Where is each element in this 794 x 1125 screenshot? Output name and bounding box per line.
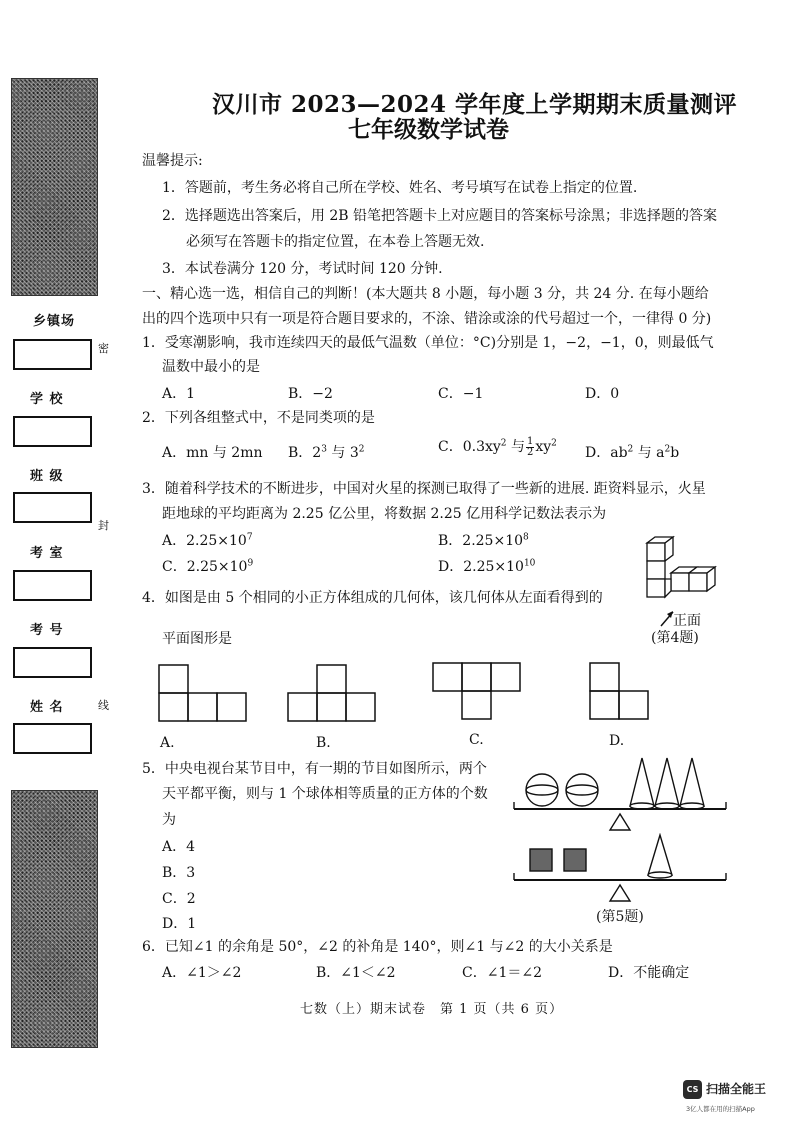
q3-option-c: C．$2.25\times 10^9$ <box>162 558 254 575</box>
q4-front-label: 正面 <box>673 613 701 629</box>
q3-stem-line1: 3．随着科学技术的不断进步，中国对火星的探测已取得了一些新的进展. 距资料显示，火星 <box>142 481 706 497</box>
side-label-class: 班 级 <box>30 469 64 484</box>
q3-option-d: D．$2.25\times 10^{10}$ <box>438 558 536 575</box>
exam-title: 汉川市 2023—2024 学年度上学期期末质量测评 <box>212 91 738 118</box>
q4-option-a: A. <box>160 735 175 751</box>
q5-balance-top <box>510 752 730 832</box>
binding-hatch-top <box>11 78 98 296</box>
seal-char-feng: 封 <box>98 519 109 532</box>
q2-option-a: A．mn 与 2mn <box>162 445 263 461</box>
q2-option-d: D．$ab^2$ 与 $a^2b$ <box>585 444 680 461</box>
q3-option-a: A．$2.25\times 10^7$ <box>162 532 253 549</box>
q5-option-a: A．4 <box>162 839 196 855</box>
name-field[interactable] <box>13 723 92 754</box>
q4-option-d: D. <box>609 733 625 749</box>
q1-stem-line1: 1．受寒潮影响，我市连续四天的最低气温数（单位：°C)分别是 1，−2，−1，0，则最低气 <box>142 335 714 351</box>
q2-option-b: B．$2^3$ 与 $3^2$ <box>288 444 365 461</box>
fraction-one-half: $\frac{1}{2}$ <box>526 435 534 458</box>
watermark-name: 扫描全能王 <box>706 1082 767 1096</box>
q4-stem-line2: 平面图形是 <box>162 631 232 647</box>
q6-option-b: B．∠1＜∠2 <box>316 965 396 981</box>
room-field[interactable] <box>13 570 92 601</box>
q6-option-c: C．∠1＝∠2 <box>462 965 542 981</box>
section1-line2: 出的四个选项中只有一项是符合题目要求的，不涂、错涂或涂的代号超过一个，一律得 0 分) <box>142 311 712 327</box>
seal-char-xian: 线 <box>98 699 109 712</box>
watermark-subtitle: 3亿人都在用的扫描App <box>686 1105 755 1113</box>
side-label-number: 考 号 <box>30 623 64 638</box>
q5-option-b: B．3 <box>162 865 196 881</box>
q6-option-d: D．不能确定 <box>608 965 690 981</box>
notice-item-2: 2．选择题选出答案后，用 2B 铅笔把答题卡上对应题目的答案标号涂黑；非选择题的答案 <box>162 208 718 224</box>
notice-item-2-cont: 必须写在答题卡的指定位置，在本卷上答题无效. <box>186 234 485 250</box>
q2-stem: 2．下列各组整式中，不是同类项的是 <box>142 410 375 426</box>
q4-caption: (第4题) <box>651 630 699 646</box>
q5-option-d: D．1 <box>162 916 197 932</box>
q3-option-b: B．$2.25\times 10^8$ <box>438 532 529 549</box>
town-field[interactable] <box>13 339 92 370</box>
exam-number-field[interactable] <box>13 647 92 678</box>
q1-option-a: A．1 <box>162 386 196 402</box>
notice-item-3: 3．本试卷满分 120 分，考试时间 120 分钟. <box>162 261 443 277</box>
q4-solid-figure <box>635 535 725 610</box>
side-label-school: 学 校 <box>30 392 64 407</box>
q1-option-d: D．0 <box>585 386 620 402</box>
q1-option-b: B．−2 <box>288 386 333 402</box>
q6-option-a: A．∠1＞∠2 <box>162 965 242 981</box>
side-label-room: 考 室 <box>30 546 64 561</box>
q5-balance-bottom <box>510 833 730 903</box>
q6-stem: 6．已知∠1 的余角是 50°，∠2 的补角是 140°，则∠1 与∠2 的大小关系是 <box>142 939 613 955</box>
notice-heading: 温馨提示: <box>142 153 203 169</box>
q5-option-c: C．2 <box>162 891 196 907</box>
q5-stem-line2: 天平都平衡，则与 1 个球体相等质量的正方体的个数 <box>162 786 488 802</box>
side-label-town: 乡镇场 <box>33 314 76 329</box>
q4-option-a-figure <box>158 664 248 724</box>
q4-option-c: C. <box>469 732 484 748</box>
side-label-name: 姓 名 <box>30 700 64 715</box>
exam-subtitle: 七年级数学试卷 <box>348 116 509 143</box>
q4-option-c-figure <box>432 662 524 722</box>
section1-line1: 一、精心选一选，相信自己的判断！(本大题共 8 小题，每小题 3 分，共 24 分. 在每小题给 <box>142 286 709 302</box>
seal-char-mi: 密 <box>98 342 109 355</box>
q5-stem-line1: 5．中央电视台某节目中，有一期的节目如图所示，两个 <box>142 761 487 777</box>
camscanner-logo-icon: CS <box>683 1080 702 1099</box>
q4-option-b: B. <box>316 735 331 751</box>
q4-option-d-figure <box>589 662 651 722</box>
notice-item-1: 1．答题前，考生务必将自己所在学校、姓名、考号填写在试卷上指定的位置. <box>162 180 638 196</box>
binding-hatch-bottom <box>11 790 98 1048</box>
q5-stem-line3: 为 <box>162 812 176 828</box>
q1-stem-line2: 温数中最小的是 <box>162 359 260 375</box>
q4-option-b-figure <box>287 664 377 724</box>
q5-caption: (第5题) <box>596 909 644 925</box>
q4-stem-line1: 4．如图是由 5 个相同的小正方体组成的几何体，该几何体从左面看得到的 <box>142 590 603 606</box>
q2-option-c: C．$0.3xy^2$ 与 $\frac{1}{2}$ $xy^2$ <box>438 435 557 458</box>
school-field[interactable] <box>13 416 92 447</box>
q1-option-c: C．−1 <box>438 386 484 402</box>
class-field[interactable] <box>13 492 92 523</box>
page-footer: 七数（上）期末试卷 第 1 页（共 6 页） <box>300 1002 564 1017</box>
q3-stem-line2: 距地球的平均距离为 2.25 亿公里，将数据 2.25 亿用科学记数法表示为 <box>162 506 607 522</box>
